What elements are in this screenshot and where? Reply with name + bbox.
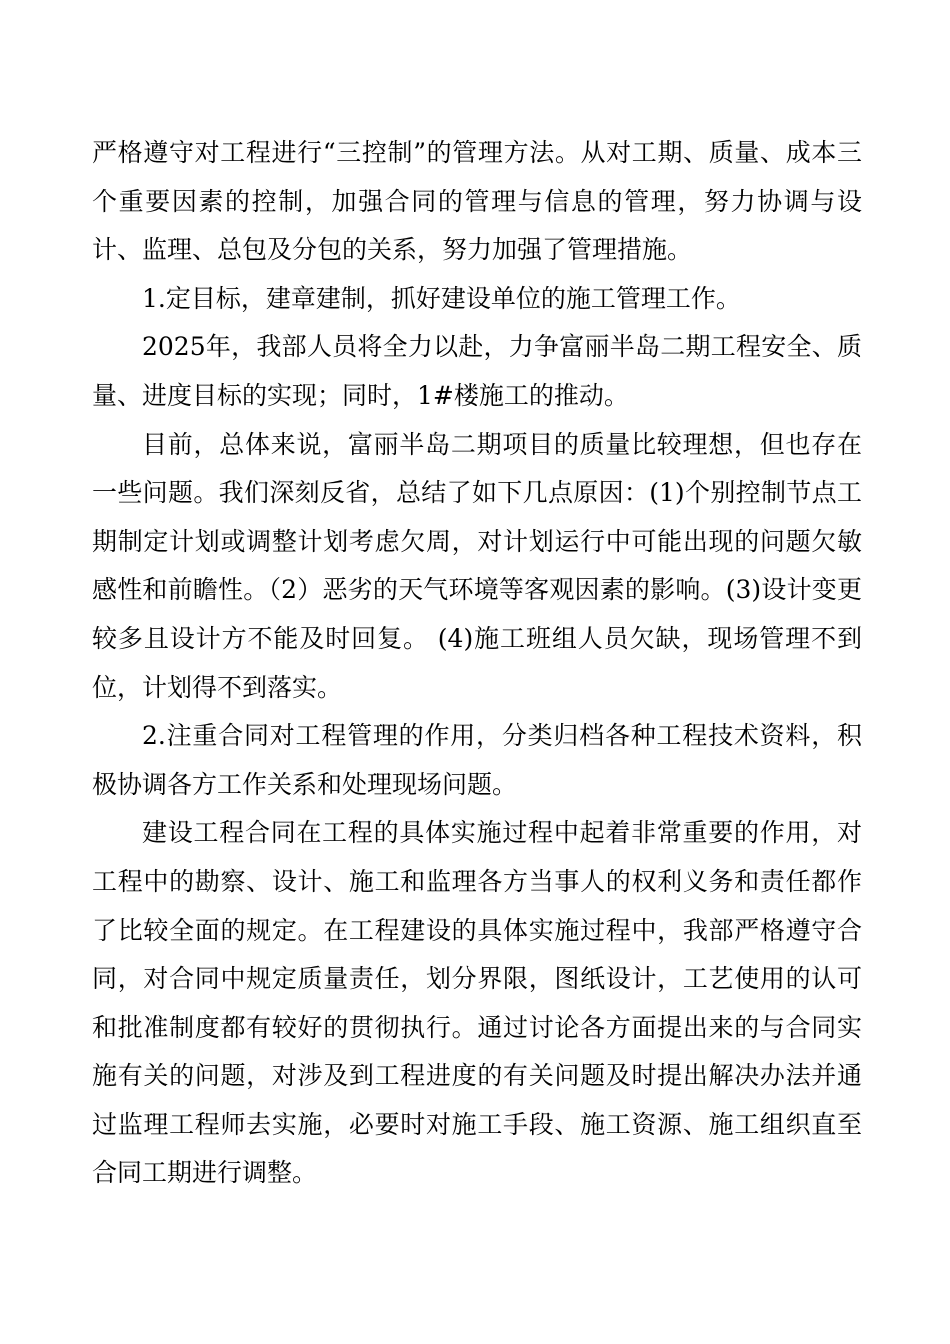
paragraph-control-methods: 严格遵守对工程进行“三控制”的管理方法。从对工期、质量、成本三个重要因素的控制，加强合同的管理与信息的管理，努力协调与设计、监理、总包及分包的关系，努力加强了管理措施。 — [92, 138, 862, 265]
section-heading-contracts: 2.注重合同对工程管理的作用，分类归档各种工程技术资料，积极协调各方工作关系和处理现场问题。 — [92, 721, 862, 799]
section-heading-goals: 1.定目标，建章建制，抓好建设单位的施工管理工作。 — [142, 283, 741, 313]
paragraph-problems-analysis: 目前，总体来说，富丽半岛二期项目的质量比较理想，但也存在一些问题。我们深刻反省，总结了如下几点原因：(1)个别控制节点工期制定计划或调整计划考虑欠周，对计划运行中可能出现的问题欠敏感性和前瞻性。（2）恶劣的天气环境等客观因素的影响。(3)设计变更较多且设计方不能及时回复。 (4)施工班组人员欠缺，现场管理不到位，计划得不到落实。 — [92, 429, 862, 702]
paragraph-contract-management: 建设工程合同在工程的具体实施过程中起着非常重要的作用，对工程中的勘察、设计、施工和监理各方当事人的权利义务和责任都作了比较全面的规定。在工程建设的具体实施过程中，我部严格遵守合同，对合同中规定质量责任，划分界限，图纸设计，工艺使用的认可和批准制度都有较好的贯彻执行。通过讨论各方面提出来的与合同实施有关的问题，对涉及到工程进度的有关问题及时提出解决办法并通过监理工程师去实施，必要时对施工手段、施工资源、施工组织直至合同工期进行调整。 — [92, 818, 862, 1188]
paragraph-2025-targets: 2025年，我部人员将全力以赴，力争富丽半岛二期工程安全、质量、进度目标的实现；同时，1#楼施工的推动。 — [92, 332, 862, 410]
document-body — [92, 129, 862, 1198]
